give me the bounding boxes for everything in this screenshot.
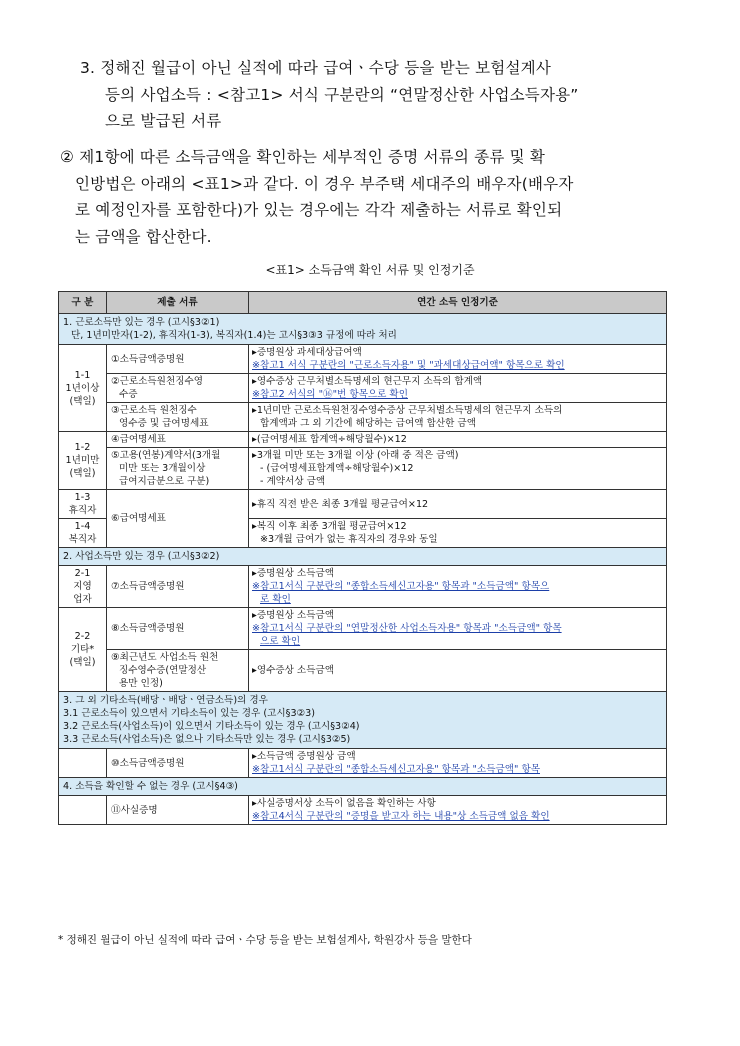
paragraph-3-line: 으로 발급된 서류	[105, 112, 222, 130]
criteria-line: ※3개월 급여가 없는 휴직자의 경우와 동일	[260, 534, 438, 545]
criteria-cell	[249, 448, 667, 490]
criteria-line: ▸증명원상 소득금액	[252, 568, 335, 579]
table-row	[59, 374, 667, 403]
table-row	[59, 432, 667, 448]
table-row	[59, 403, 667, 432]
document-cell: ⑧소득금액증명원	[107, 608, 249, 650]
criteria-line: ▸복직 이후 최종 3개월 평균급여×12	[252, 521, 407, 532]
criteria-line: ▸1년미만 근로소득원천징수영수증상 근무처별소득명세의 현근무지 소득의	[252, 405, 563, 416]
group-label-line: 1-4	[74, 521, 91, 532]
paragraph-2-line: 인방법은 아래의 <표1>과 같다. 이 경우 부주택 세대주의 배우자(배우자	[75, 174, 574, 193]
section-title-line: 3.1 근로소득이 있으면서 기타소득이 있는 경우 (고시§3②3)	[63, 708, 315, 719]
criteria-line: ▸소득금액 증명원상 금액	[252, 751, 356, 762]
criteria-note: ※참고2 서식의 "⑯"번 항목으로 확인	[252, 389, 408, 400]
table-row	[59, 608, 667, 650]
table-row	[59, 448, 667, 490]
table-row	[59, 566, 667, 608]
criteria-cell	[249, 608, 667, 650]
criteria-line: - 계약서상 금액	[260, 476, 326, 487]
criteria-line: ▸증명원상 과세대상급여액	[252, 347, 362, 358]
section-row	[59, 778, 667, 796]
group-label-line: 복직자	[68, 534, 97, 545]
document-cell: ④급여명세표	[107, 432, 249, 448]
criteria-cell	[249, 374, 667, 403]
document-line: 미만 또는 3개월이상	[119, 463, 206, 474]
group-label-line: 2-2	[74, 631, 91, 642]
document-line: 수증	[119, 389, 138, 400]
footnote: * 정해진 월급이 아닌 실적에 따라 급여ㆍ수당 등을 받는 보험설계사, 학원강사 등을 말한다	[58, 934, 472, 946]
document-cell: ⑥급여명세표	[107, 490, 249, 548]
document-cell: ⑦소득금액증명원	[107, 566, 249, 608]
group-label-line: (택일)	[69, 657, 96, 668]
section-title-line: 단, 1년미만자(1-2), 휴직자(1-3), 복직자(1.4)는 고시§3③3 규정에 따라 처리	[71, 330, 397, 341]
group-label-line: (택일)	[69, 395, 96, 407]
criteria-note: ※참고1서식 구분란의 "종합소득세신고자용" 항목과 "소득금액" 항목	[252, 764, 540, 775]
criteria-note: ※참고4서식 구분란의 "증명을 받고자 하는 내용"상 소득금액 없음 확인	[252, 811, 550, 822]
section-title-line: 3. 그 외 기타소득(배당ㆍ배당ㆍ연금소득)의 경우	[63, 695, 268, 706]
group-2-1-label	[59, 566, 107, 608]
table-header-row	[59, 292, 667, 314]
document-cell: ①소득금액증명원	[107, 345, 249, 374]
header-criteria: 연간 소득 인정기준	[249, 292, 667, 314]
document-cell	[107, 374, 249, 403]
table-row	[59, 650, 667, 692]
section-title-line: 1. 근로소득만 있는 경우 (고시§3②1)	[63, 317, 220, 328]
header-category: 구 분	[59, 292, 107, 314]
document-line: 용만 인정)	[119, 678, 163, 689]
section-4-title: 4. 소득을 확인할 수 없는 경우 (고시§4③)	[59, 778, 667, 796]
group-label-line: 1-1	[74, 369, 91, 381]
criteria-note: 으로 확인	[260, 636, 301, 647]
table-row	[59, 796, 667, 825]
criteria-note: ※참고1 서식 구분란의 "근로소득자용" 및 "과세대상급여액" 항목으로 확인	[252, 360, 565, 371]
group-1-3-label	[59, 490, 107, 519]
group-label-line: 기타*	[70, 644, 95, 655]
criteria-cell: ▸영수증상 소득금액	[249, 650, 667, 692]
criteria-line: 합계액과 그 외 기간에 해당하는 급여액 합산한 금액	[260, 418, 476, 429]
paragraph-2-line: 는 금액을 합산한다.	[75, 227, 212, 246]
group-1-2-label	[59, 432, 107, 490]
criteria-cell	[249, 566, 667, 608]
criteria-cell	[249, 403, 667, 432]
document-line: ③근로소득 원천징수	[111, 405, 197, 416]
criteria-cell: ▸휴직 직전 받은 최종 3개월 평균급여×12	[249, 490, 667, 519]
table-row	[59, 490, 667, 519]
section-title-line: 3.2 근로소득(사업소득)이 있으면서 기타소득이 있는 경우 (고시§3②4)	[63, 721, 360, 732]
group-label-line: 업자	[73, 594, 92, 605]
criteria-line: ▸3개월 미만 또는 3개월 이상 (아래 중 적은 금액)	[252, 450, 459, 461]
criteria-line: ▸사실증명서상 소득이 없음을 확인하는 사항	[252, 798, 436, 809]
group-label-line: 휴직자	[68, 505, 97, 516]
header-documents: 제출 서류	[107, 292, 249, 314]
document-cell	[107, 448, 249, 490]
table-row	[59, 345, 667, 374]
criteria-cell	[249, 796, 667, 825]
document-line: ②근로소득원천징수영	[111, 376, 204, 387]
income-verification-table	[58, 291, 667, 825]
criteria-line: ▸증명원상 소득금액	[252, 610, 335, 621]
empty-category-cell	[59, 749, 107, 778]
paragraph-3-line: 등의 사업소득 : <참고1> 서식 구분란의 “연말정산한 사업소득자용”	[105, 85, 579, 104]
group-label-line: 지영	[73, 581, 92, 592]
group-label-line: 1년미만	[65, 455, 100, 466]
criteria-cell: ▸(급여명세표 합계액÷해당월수)×12	[249, 432, 667, 448]
document-cell: ⑪사실증명	[107, 796, 249, 825]
criteria-cell	[249, 519, 667, 548]
document-line: 징수영수증(연말정산	[119, 665, 207, 676]
paragraph-2-line: ② 제1항에 따른 소득금액을 확인하는 세부적인 증명 서류의 종류 및 확	[60, 148, 546, 166]
table-caption: <표1> 소득금액 확인 서류 및 인정기준	[265, 263, 475, 277]
section-2-title: 2. 사업소득만 있는 경우 (고시§3②2)	[59, 548, 667, 566]
document-cell: ⑩소득금액증명원	[107, 749, 249, 778]
group-1-1-label	[59, 345, 107, 432]
group-label-line: (택일)	[69, 468, 96, 479]
section-1-title	[59, 314, 667, 345]
empty-category-cell	[59, 796, 107, 825]
criteria-line: - (급여명세표합계액÷해당월수)×12	[260, 463, 414, 474]
paragraph-3	[80, 55, 579, 135]
section-row	[59, 314, 667, 345]
document-cell	[107, 650, 249, 692]
criteria-note: 로 확인	[260, 594, 291, 605]
document-cell	[107, 403, 249, 432]
section-row	[59, 548, 667, 566]
criteria-line: ▸영수증상 근무처별소득명세의 현근무지 소득의 합계액	[252, 376, 483, 387]
group-2-2-label	[59, 608, 107, 692]
paragraph-2	[60, 144, 574, 250]
criteria-cell	[249, 749, 667, 778]
section-3-title	[59, 692, 667, 749]
group-label-line: 2-1	[74, 568, 91, 579]
document-line: ⑤고용(연봉)계약서(3개월	[111, 450, 221, 461]
document-line: 급여지급분으로 구분)	[119, 476, 210, 487]
criteria-cell	[249, 345, 667, 374]
group-label-line: 1년이상	[65, 382, 100, 394]
section-title-line: 3.3 근로소득(사업소득)은 없으나 기타소득만 있는 경우 (고시§3②5)	[63, 734, 351, 745]
paragraph-2-line: 로 예정인자를 포함한다)가 있는 경우에는 각각 제출하는 서류로 확인되	[75, 201, 563, 219]
criteria-note: ※참고1서식 구분란의 "종합소득세신고자용" 항목과 "소득금액" 항목으	[252, 581, 550, 592]
group-label-line: 1-3	[74, 492, 91, 503]
group-1-4-label	[59, 519, 107, 548]
table-row	[59, 749, 667, 778]
section-row	[59, 692, 667, 749]
group-label-line: 1-2	[74, 442, 91, 453]
paragraph-3-line: 3. 정해진 월급이 아닌 실적에 따라 급여ㆍ수당 등을 받는 보험설계사	[80, 59, 552, 77]
document-line: ⑨최근년도 사업소득 원천	[111, 652, 219, 663]
criteria-note: ※참고1서식 구분란의 "연말정산한 사업소득자용" 항목과 "소득금액" 항목	[252, 623, 562, 634]
document-line: 영수증 및 급여명세표	[119, 418, 209, 429]
